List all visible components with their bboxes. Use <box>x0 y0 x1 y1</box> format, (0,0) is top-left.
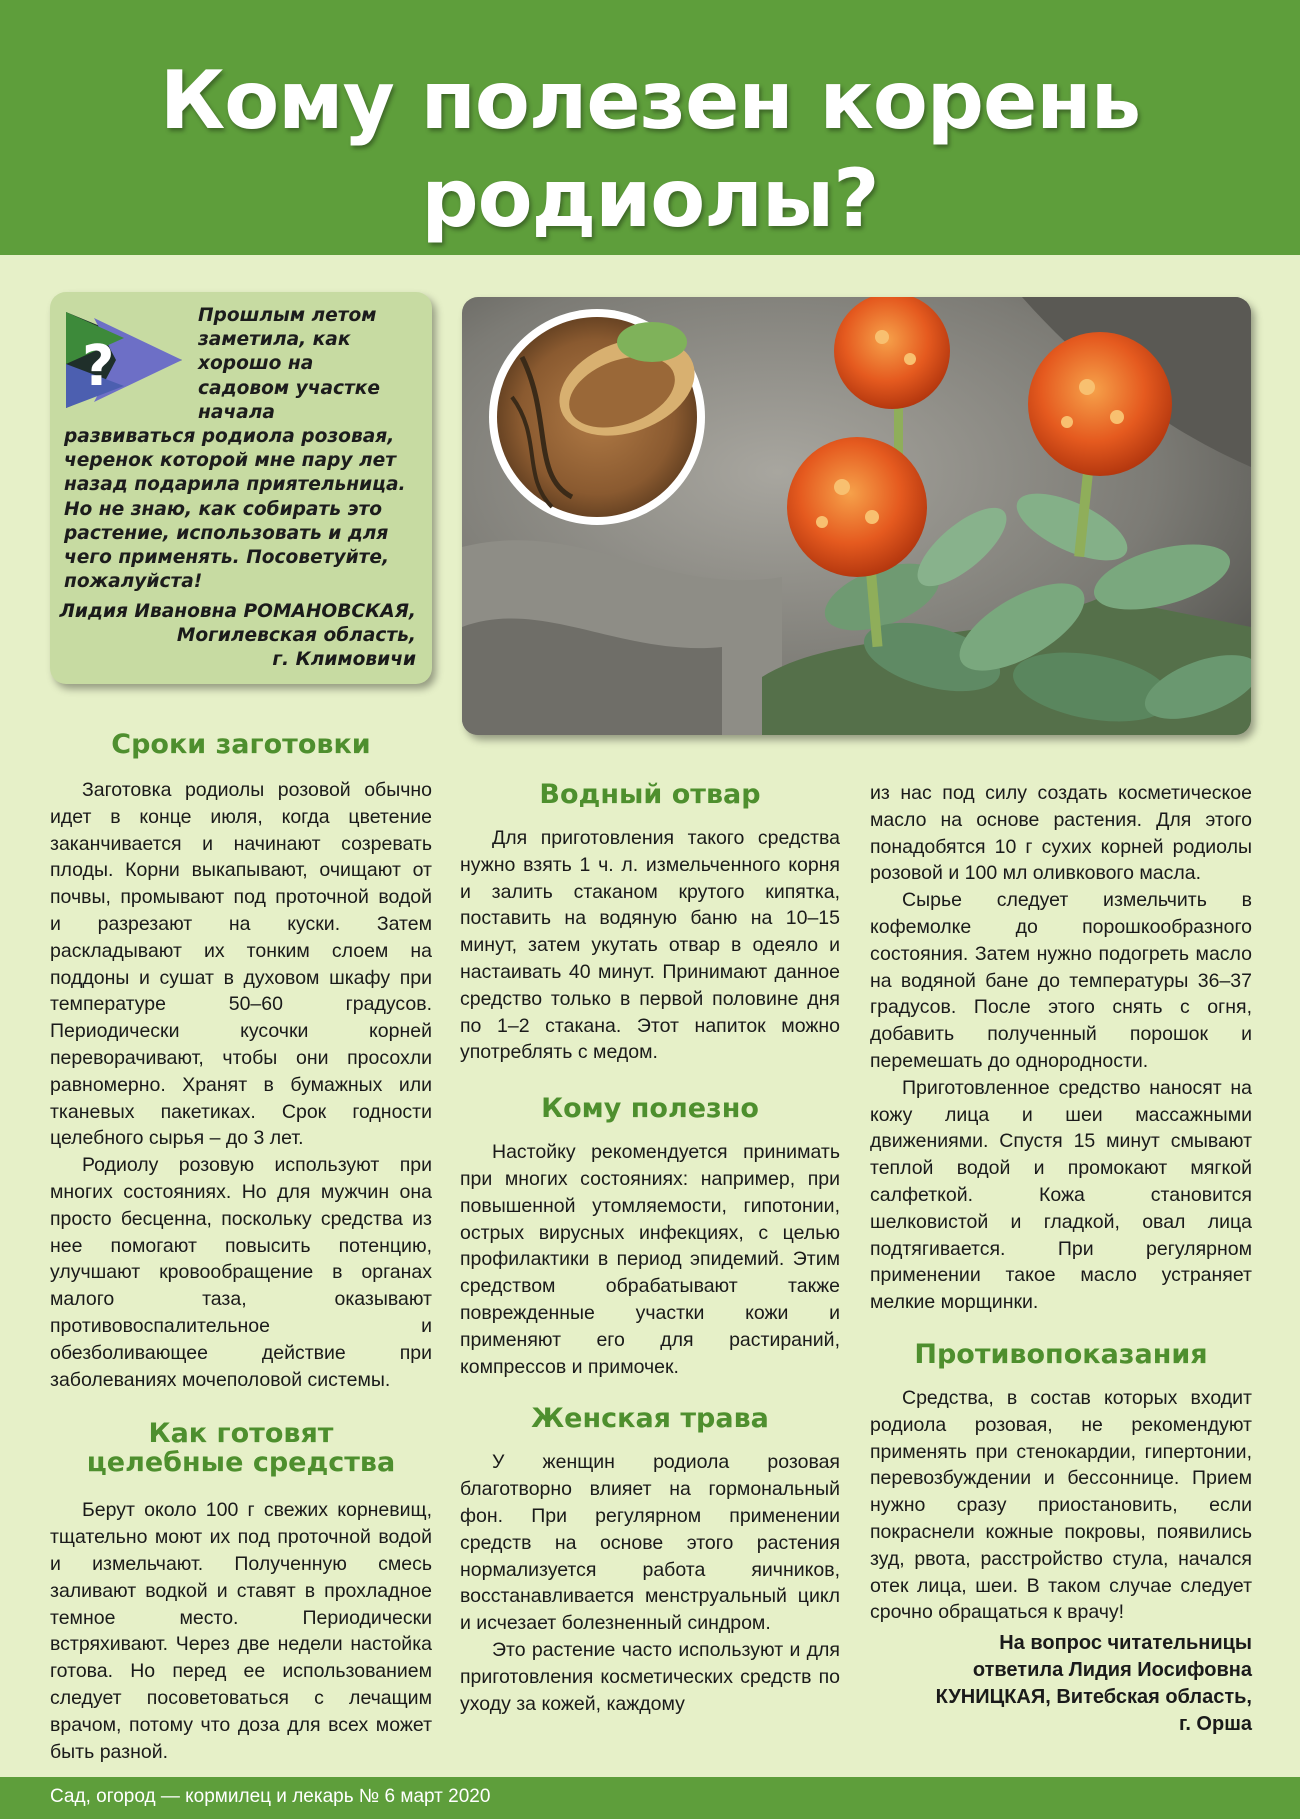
footer-bar <box>0 1777 1300 1819</box>
women-paragraph-4: Сырье следует измельчить в кофемолке до порошкообразного состояния. Затем нужно подогреть масло на водяной бане до температуры 36–37 градусов. После этого снять с огня, добавить полученный порошок и перемешать до однородности. <box>870 889 1252 1072</box>
heading-decoction: Водный отвар <box>539 779 761 810</box>
column-1 <box>50 730 432 1765</box>
harvest-paragraph-1: Заготовка родиолы розовой обычно идет в конце июля, когда цветение заканчивается и начинают созревать плоды. Корни выкапывают, очищают от почвы, промывают под проточной водой и разрезают на куски. Затем раскладывают их тонким слоем на поддоны и сушат в духовом шкафу при температуре 50–60 градусов. Периодически кусочки корней переворачивают, чтобы они просохли равномерно. Хранят в бумажных или тканевых пакетиках. Срок годности целебного сырья – до 3 лет. <box>50 779 432 1150</box>
svg-text:?: ? <box>82 334 115 399</box>
contraindications-paragraph-1: Средства, в состав которых входит родиола розовая, не рекомендуют применять при стенокардии, гипертонии, перевозбуждении и бессоннице. Прием нужно сразу приостановить, если покраснели кожные покровы, появились зуд, рвота, расстройство стула, начался отек лица, шеи. В таком случае следует срочно обращаться к врачу! <box>870 1386 1252 1624</box>
reader-question-box <box>50 292 432 684</box>
heading-contraindications: Противопоказания <box>914 1338 1208 1370</box>
heading-useful: Кому полезно <box>541 1093 759 1125</box>
page-title: Кому полезен корень родиолы? <box>159 54 1141 245</box>
heading-preparation: Как готовят целебные средства <box>86 1418 396 1479</box>
answer-signature: На вопрос читательницы ответила Лидия Иосифовна КУНИЦКАЯ, Витебская область, г. Орша <box>935 1632 1252 1736</box>
column-3 <box>870 780 1252 1738</box>
header-banner <box>0 0 1300 255</box>
women-paragraph-1: У женщин родиола розовая благотворно влияет на гормональный фон. При регулярном применении средств на основе этого растения нормализуется работа яичников, восстанавливается менструальный цикл и исчезает болезненный синдром. <box>460 1451 840 1635</box>
women-paragraph-2: Это растение часто используют и для приготовления косметических средств по уходу за кожей, каждому <box>460 1638 840 1715</box>
rhodiola-photo <box>462 297 1251 735</box>
women-paragraph-3: из нас под силу создать косметическое масло на основе растения. Для этого понадобятся 10 г сухих корней родиолы розовой и 100 мл оливкового масла. <box>870 782 1252 885</box>
preparation-paragraph-1: Берут около 100 г свежих корневищ, тщательно моют их под проточной водой и измельчают. Полученную смесь заливают водкой и ставят в прохладное темное место. Периодически встряхивают. Через две недели настойка готова. Но перед ее использованием следует посоветоваться с лечащим врачом, потому что доза для всех может быть разной. <box>50 1499 432 1763</box>
women-paragraph-5: Приготовленное средство наносят на кожу лица и шеи массажными движениями. Спустя 15 минут смывают теплой водой и промокают мягкой салфеткой. Кожа становится шелковистой и гладкой, овал лица подтягивается. При регулярном применении такое масло устраняет мелкие морщинки. <box>870 1076 1252 1314</box>
reader-question-text: Прошлым летом заметила, как хорошо на садовом участке начала развиваться родиола розовая, черенок которой мне пару лет назад подарила приятельница. Но не знаю, как собирать это растение, использовать и для чего применять. Посоветуйте, пожалуйста! <box>64 305 406 593</box>
column-2 <box>460 780 840 1717</box>
decoction-paragraph-1: Для приготовления такого средства нужно взять 1 ч. л. измельченного корня и залить стаканом крутого кипятка, поставить на водяную баню на 10–15 минут, затем укутать отвар в одеяло и настаивать 40 минут. Принимают данное средство только в первой половине дня по 1–2 стакана. Этот напиток можно употреблять с медом. <box>460 827 840 1064</box>
useful-paragraph-1: Настойку рекомендуется принимать при многих состояниях: например, при повышенной утомляемости, гипотонии, острых вирусных инфекциях, с целью профилактики в период эпидемий. Этим средством обрабатывают также поврежденные участки кожи и применяют его для растираний, компрессов и примочек. <box>460 1141 840 1378</box>
heading-women: Женская трава <box>531 1403 769 1435</box>
rhodiola-flowers-image <box>462 297 1251 735</box>
reader-signature: Лидия Ивановна РОМАНОВСКАЯ, Могилевская область, г. Климовичи <box>59 601 416 671</box>
heading-harvest: Сроки заготовки <box>111 729 371 760</box>
harvest-paragraph-2: Родиолу розовую используют при многих состояниях. Но для мужчин она просто бесценна, поскольку средства из нее помогают повысить потенцию, улучшают кровообращение в органах малого таза, оказывают противовоспалительное и обезболивающее действие при заболеваниях мочеполовой системы. <box>50 1154 432 1391</box>
footer-issue: Сад, огород — кормилец и лекарь № 6 март 2020 <box>50 1786 491 1807</box>
